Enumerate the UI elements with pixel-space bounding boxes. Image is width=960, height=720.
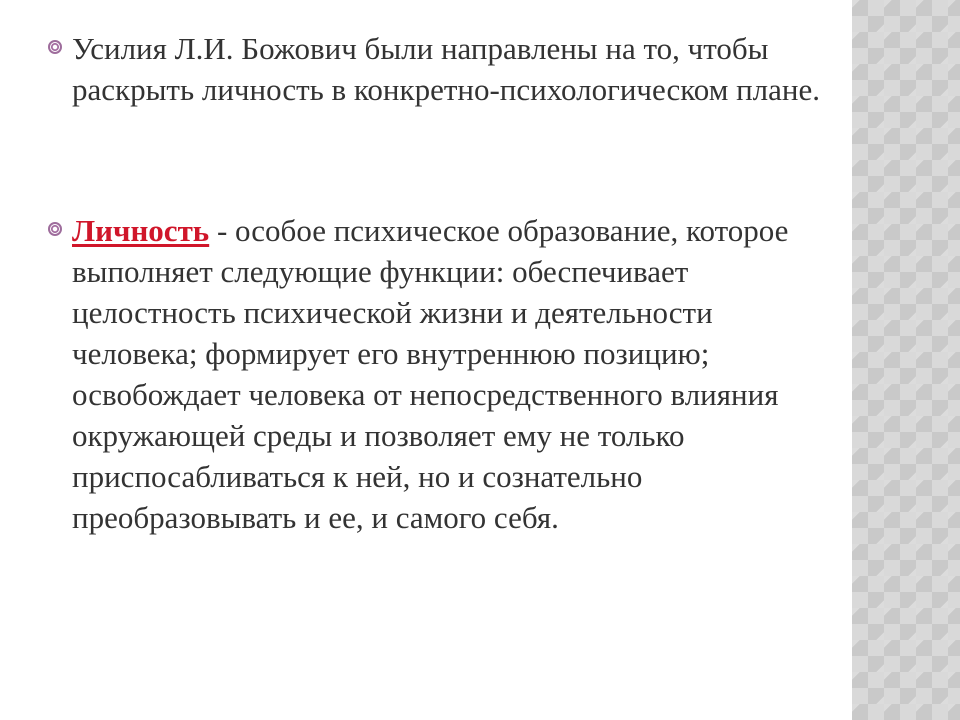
slide-content xyxy=(48,28,828,538)
decorative-side-pattern xyxy=(852,0,960,720)
term-personality: Личность xyxy=(72,213,210,248)
bullet-item-bozhovich xyxy=(48,28,828,110)
circle-bullet-icon xyxy=(48,40,62,54)
definition-text: - особое психическое образование, которое выполняет следующие функции: обеспечивает целостность психической жизни и деятельности человека; формирует его внутреннюю позицию; освобождает человека от непосредственного влияния окружающей среды и позволяет ему не только приспосабливаться к ней, но и сознательно преобразовывать и ее, и самого себя. xyxy=(72,213,789,535)
bullet-text: Усилия Л.И. Божович были направлены на то, чтобы раскрыть личность в конкретно-психологическом плане. xyxy=(72,31,820,107)
bullet-item-personality-definition xyxy=(48,210,828,538)
circle-bullet-icon xyxy=(48,222,62,236)
